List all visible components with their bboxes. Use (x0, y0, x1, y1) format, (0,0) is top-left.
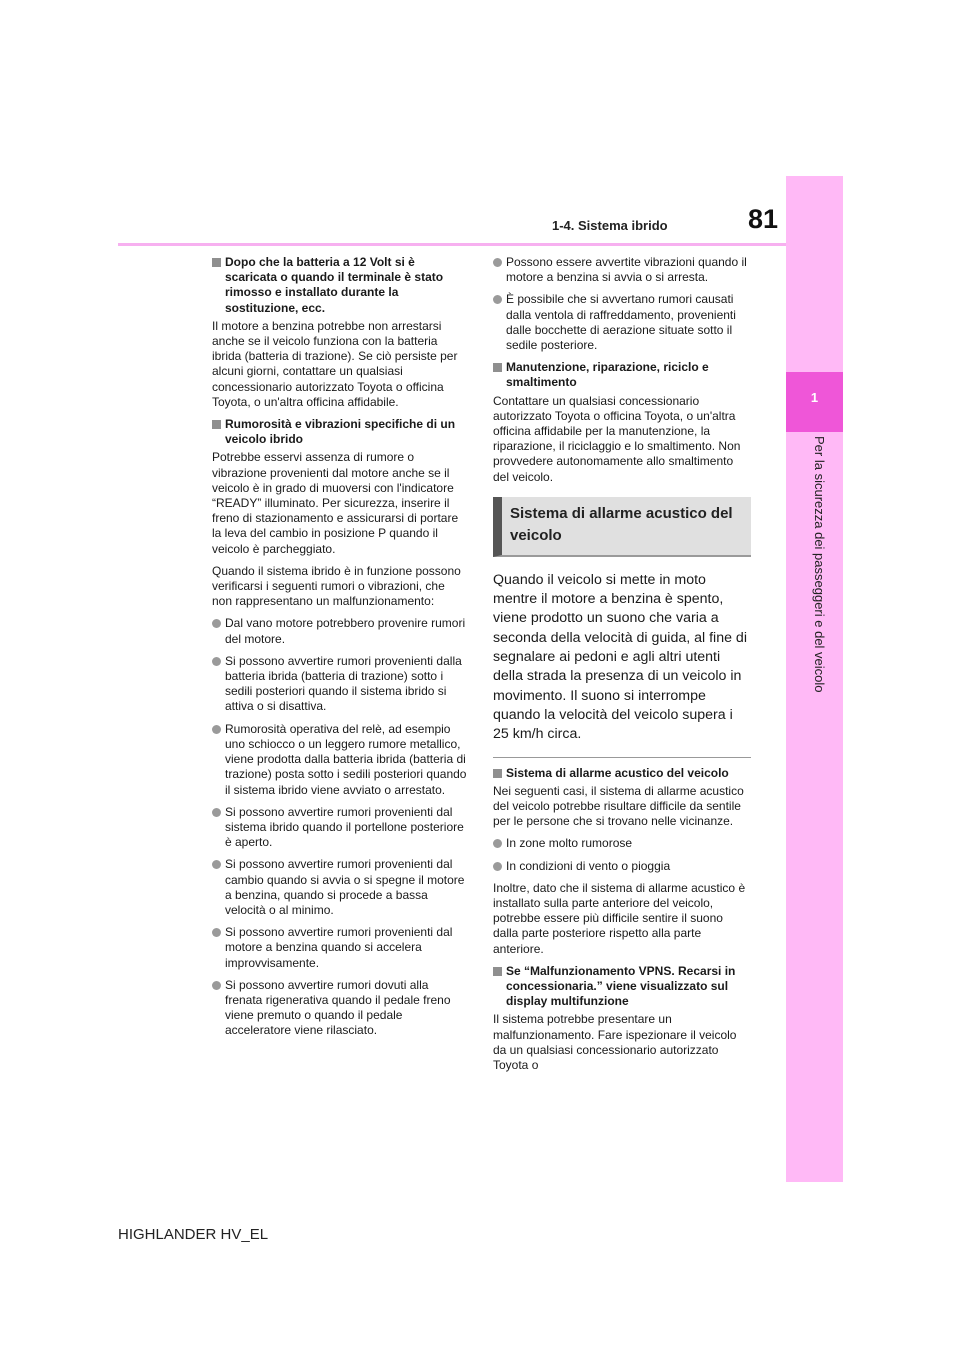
list-item: Si possono avvertire rumori provenienti dalla batteria ibrida (batteria di trazione) sotto i sedili posteriori quando il sistema ibrido si attiva o si disattiva. (212, 654, 468, 715)
round-bullet-icon (493, 862, 502, 871)
list-item: Si possono avvertire rumori provenienti dal sistema ibrido quando il portellone posteriore è aperto. (212, 805, 468, 851)
list-item: È possibile che si avvertano rumori causati dalla ventola di raffreddamento, provenienti dalle bocchette di aerazione situate sotto il sedile posteriore. (493, 292, 751, 353)
page-number: 81 (748, 204, 779, 234)
subsection-heading: Rumorosità e vibrazioni specifiche di un veicolo ibrido (212, 417, 468, 447)
subsection-heading: Se “Malfunzionamento VPNS. Recarsi in concessionaria.” viene visualizzato sul display multifunzione (493, 964, 751, 1010)
list-item: Si possono avvertire rumori dovuti alla frenata rigenerativa quando il pedale freno viene premuto o quando il pedale acceleratore viene rilasciato. (212, 978, 468, 1039)
paragraph: Quando il sistema ibrido è in funzione possono verificarsi i seguenti rumori o vibrazioni, che non rappresentano un malfunzionamento: (212, 563, 461, 609)
subsection-heading: Dopo che la batteria a 12 Volt si è scaricata o quando il terminale è stato rimosso e installato durante la sostituzione, ecc. (212, 255, 468, 316)
subsection-heading: Sistema di allarme acustico del veicolo (493, 766, 751, 781)
square-bullet-icon (212, 258, 221, 267)
divider (493, 757, 751, 758)
header-rule (118, 243, 786, 246)
paragraph: Il sistema potrebbe presentare un malfunzionamento. Fare ispezionare il veicolo da un qualsiasi concessionario autorizzato Toyota o (493, 1012, 737, 1072)
round-bullet-icon (212, 808, 221, 817)
round-bullet-icon (212, 657, 221, 666)
section-title-box (493, 497, 751, 557)
paragraph: Potrebbe esservi assenza di rumore o vibrazione provenienti dal motore anche se il veicolo è in grado di muoversi con l'indicatore “READY” illuminato. Per sicurezza, inserire il freno di stazionamento e assicurarsi di portare la leva del cambio in posizione P quando il veicolo è parcheggiato. (212, 450, 459, 556)
paragraph: Il motore a benzina potrebbe non arrestarsi anche se il veicolo funziona con la batteria ibrida (batteria di trazione). Se ciò persiste per alcuni giorni, contattare un qualsiasi concessionario autorizzato Toyota o officina Toyota, o un'altra officina affidabile. (212, 318, 458, 409)
list-item: Rumorosità operativa del relè, ad esempio uno schiocco o un leggero rumore metallico, viene prodotta dalla batteria ibrida (batteria di trazione) posta sotto i sedili posteriori quando il sistema ibrido viene avviato o arrestato. (212, 722, 468, 798)
paragraph: Contattare un qualsiasi concessionario autorizzato Toyota o officina Toyota, o un'altra officina affidabile per la manutenzione, la riparazione, il riciclaggio e lo smaltimento. Non provvedere autonomamente allo smaltimento del veicolo. (493, 393, 741, 484)
list-item: In zone molto rumorose (493, 836, 751, 851)
list-item: Possono essere avvertite vibrazioni quando il motore a benzina si avvia o si arresta. (493, 255, 751, 285)
paragraph: Nei seguenti casi, il sistema di allarme acustico del veicolo potrebbe risultare difficile da sentile per le persone che si trovano nelle vicinanze. (493, 783, 744, 829)
round-bullet-icon (493, 258, 502, 267)
round-bullet-icon (493, 295, 502, 304)
list-item: Dal vano motore potrebbero provenire rumori del motore. (212, 616, 468, 646)
chapter-title: Per la sicurezza dei passeggeri e del veicolo (812, 436, 827, 693)
footer-model-name: HIGHLANDER HV_EL (118, 1226, 269, 1243)
round-bullet-icon (212, 981, 221, 990)
round-bullet-icon (212, 928, 221, 937)
round-bullet-icon (493, 839, 502, 848)
square-bullet-icon (493, 967, 502, 976)
list-item: Si possono avvertire rumori provenienti dal cambio quando si avvia o si spegne il motore a benzina, quando si procede a bassa velocità o al minimo. (212, 857, 468, 918)
subsection-battery (212, 255, 468, 410)
section-intro: Quando il veicolo si mette in moto mentre il motore a benzina è spento, viene prodotto un suono che varia a seconda della velocità di guida, al fine di segnalare ai pedoni e agli altri utenti della strada la presenza di un veicolo in movimento. Il suono si interrompe quando la velocità del veicolo supera i 25 km/h circa. (493, 571, 747, 743)
chapter-number: 1 (810, 390, 819, 405)
running-header: 1-4. Sistema ibrido (552, 218, 668, 233)
square-bullet-icon (493, 363, 502, 372)
right-column (493, 255, 751, 1080)
subsection-heading: Manutenzione, riparazione, riciclo e smaltimento (493, 360, 751, 390)
list-item: In condizioni di vento o pioggia (493, 859, 751, 874)
section-title: Sistema di allarme acustico del veicolo (510, 504, 733, 544)
round-bullet-icon (212, 725, 221, 734)
square-bullet-icon (212, 420, 221, 429)
list-item: Si possono avvertire rumori provenienti dal motore a benzina quando si accelera improvvisamente. (212, 925, 468, 971)
subsection-alarm (493, 766, 751, 830)
subsection-maintenance (493, 360, 751, 485)
subsection-noise (212, 417, 468, 609)
subsection-vpns (493, 964, 751, 1073)
paragraph: Inoltre, dato che il sistema di allarme acustico è installato sulla parte anteriore del veicolo, potrebbe essere più difficile sentire il suono dalla parte posteriore rispetto alla parte anteriore. (493, 880, 746, 956)
square-bullet-icon (493, 769, 502, 778)
round-bullet-icon (212, 860, 221, 869)
left-column (212, 255, 468, 1046)
round-bullet-icon (212, 619, 221, 628)
